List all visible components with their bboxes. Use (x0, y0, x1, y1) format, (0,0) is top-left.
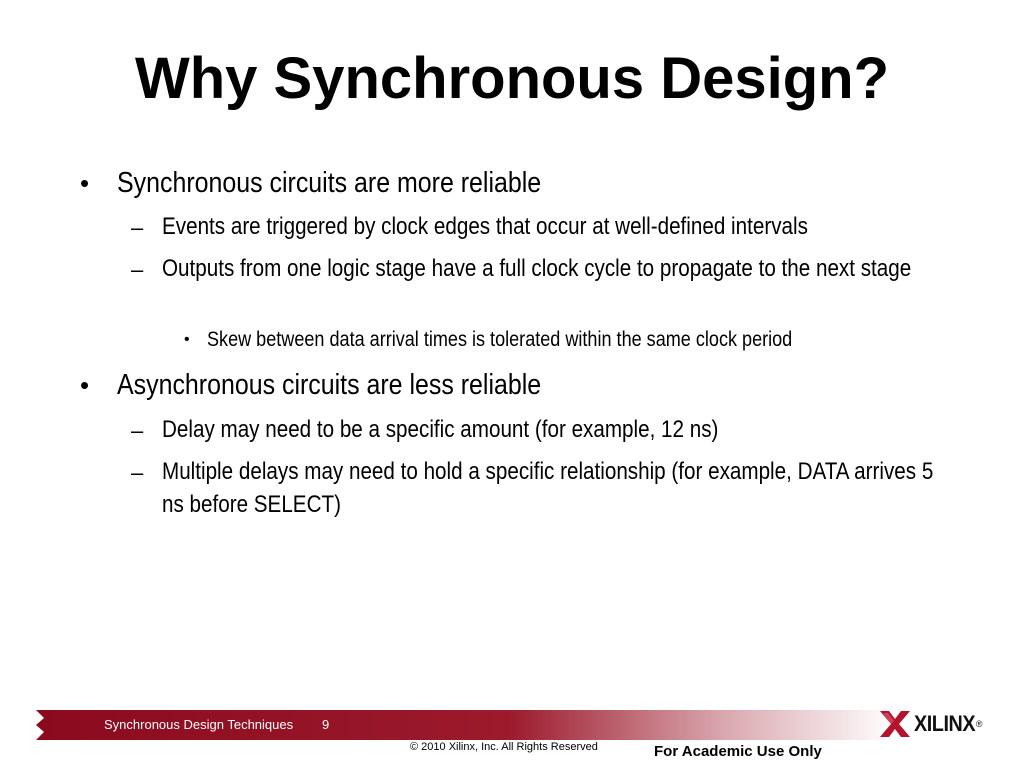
bullet-marker: • (80, 168, 90, 198)
bullet-level2: Events are triggered by clock edges that occur at well-defined intervals (162, 213, 808, 240)
academic-use-notice: For Academic Use Only (654, 743, 822, 760)
dash-marker: – (131, 460, 144, 485)
copyright-notice: © 2010 Xilinx, Inc. All Rights Reserved (410, 741, 598, 753)
bullet-level2: Multiple delays may need to hold a specific relationship (for example, DATA arrives 5 ns before SELECT) (162, 458, 934, 518)
dash-marker: – (131, 215, 144, 240)
dash-marker: – (131, 257, 144, 282)
footer-section-label: Synchronous Design Techniques (104, 717, 294, 732)
registered-mark: ® (975, 719, 983, 729)
bullet-level3: Skew between data arrival times is tolerated within the same clock period (207, 328, 793, 351)
xilinx-logo-icon (880, 711, 910, 737)
page-number: 9 (322, 717, 330, 732)
bullet-level2: Outputs from one logic stage have a full clock cycle to propagate to the next stage (162, 255, 912, 282)
slide-title: Why Synchronous Design? (134, 46, 890, 111)
bullet-marker: • (184, 331, 190, 348)
bullet-marker: • (80, 370, 90, 400)
bullet-level1: Synchronous circuits are more reliable (117, 167, 542, 199)
logo-wordmark: XILINX (914, 711, 976, 736)
dash-marker: – (131, 418, 144, 443)
xilinx-logo (880, 709, 983, 739)
bullet-level2: Delay may need to be a specific amount (for example, 12 ns) (162, 416, 719, 443)
bullet-level1: Asynchronous circuits are less reliable (117, 369, 542, 401)
